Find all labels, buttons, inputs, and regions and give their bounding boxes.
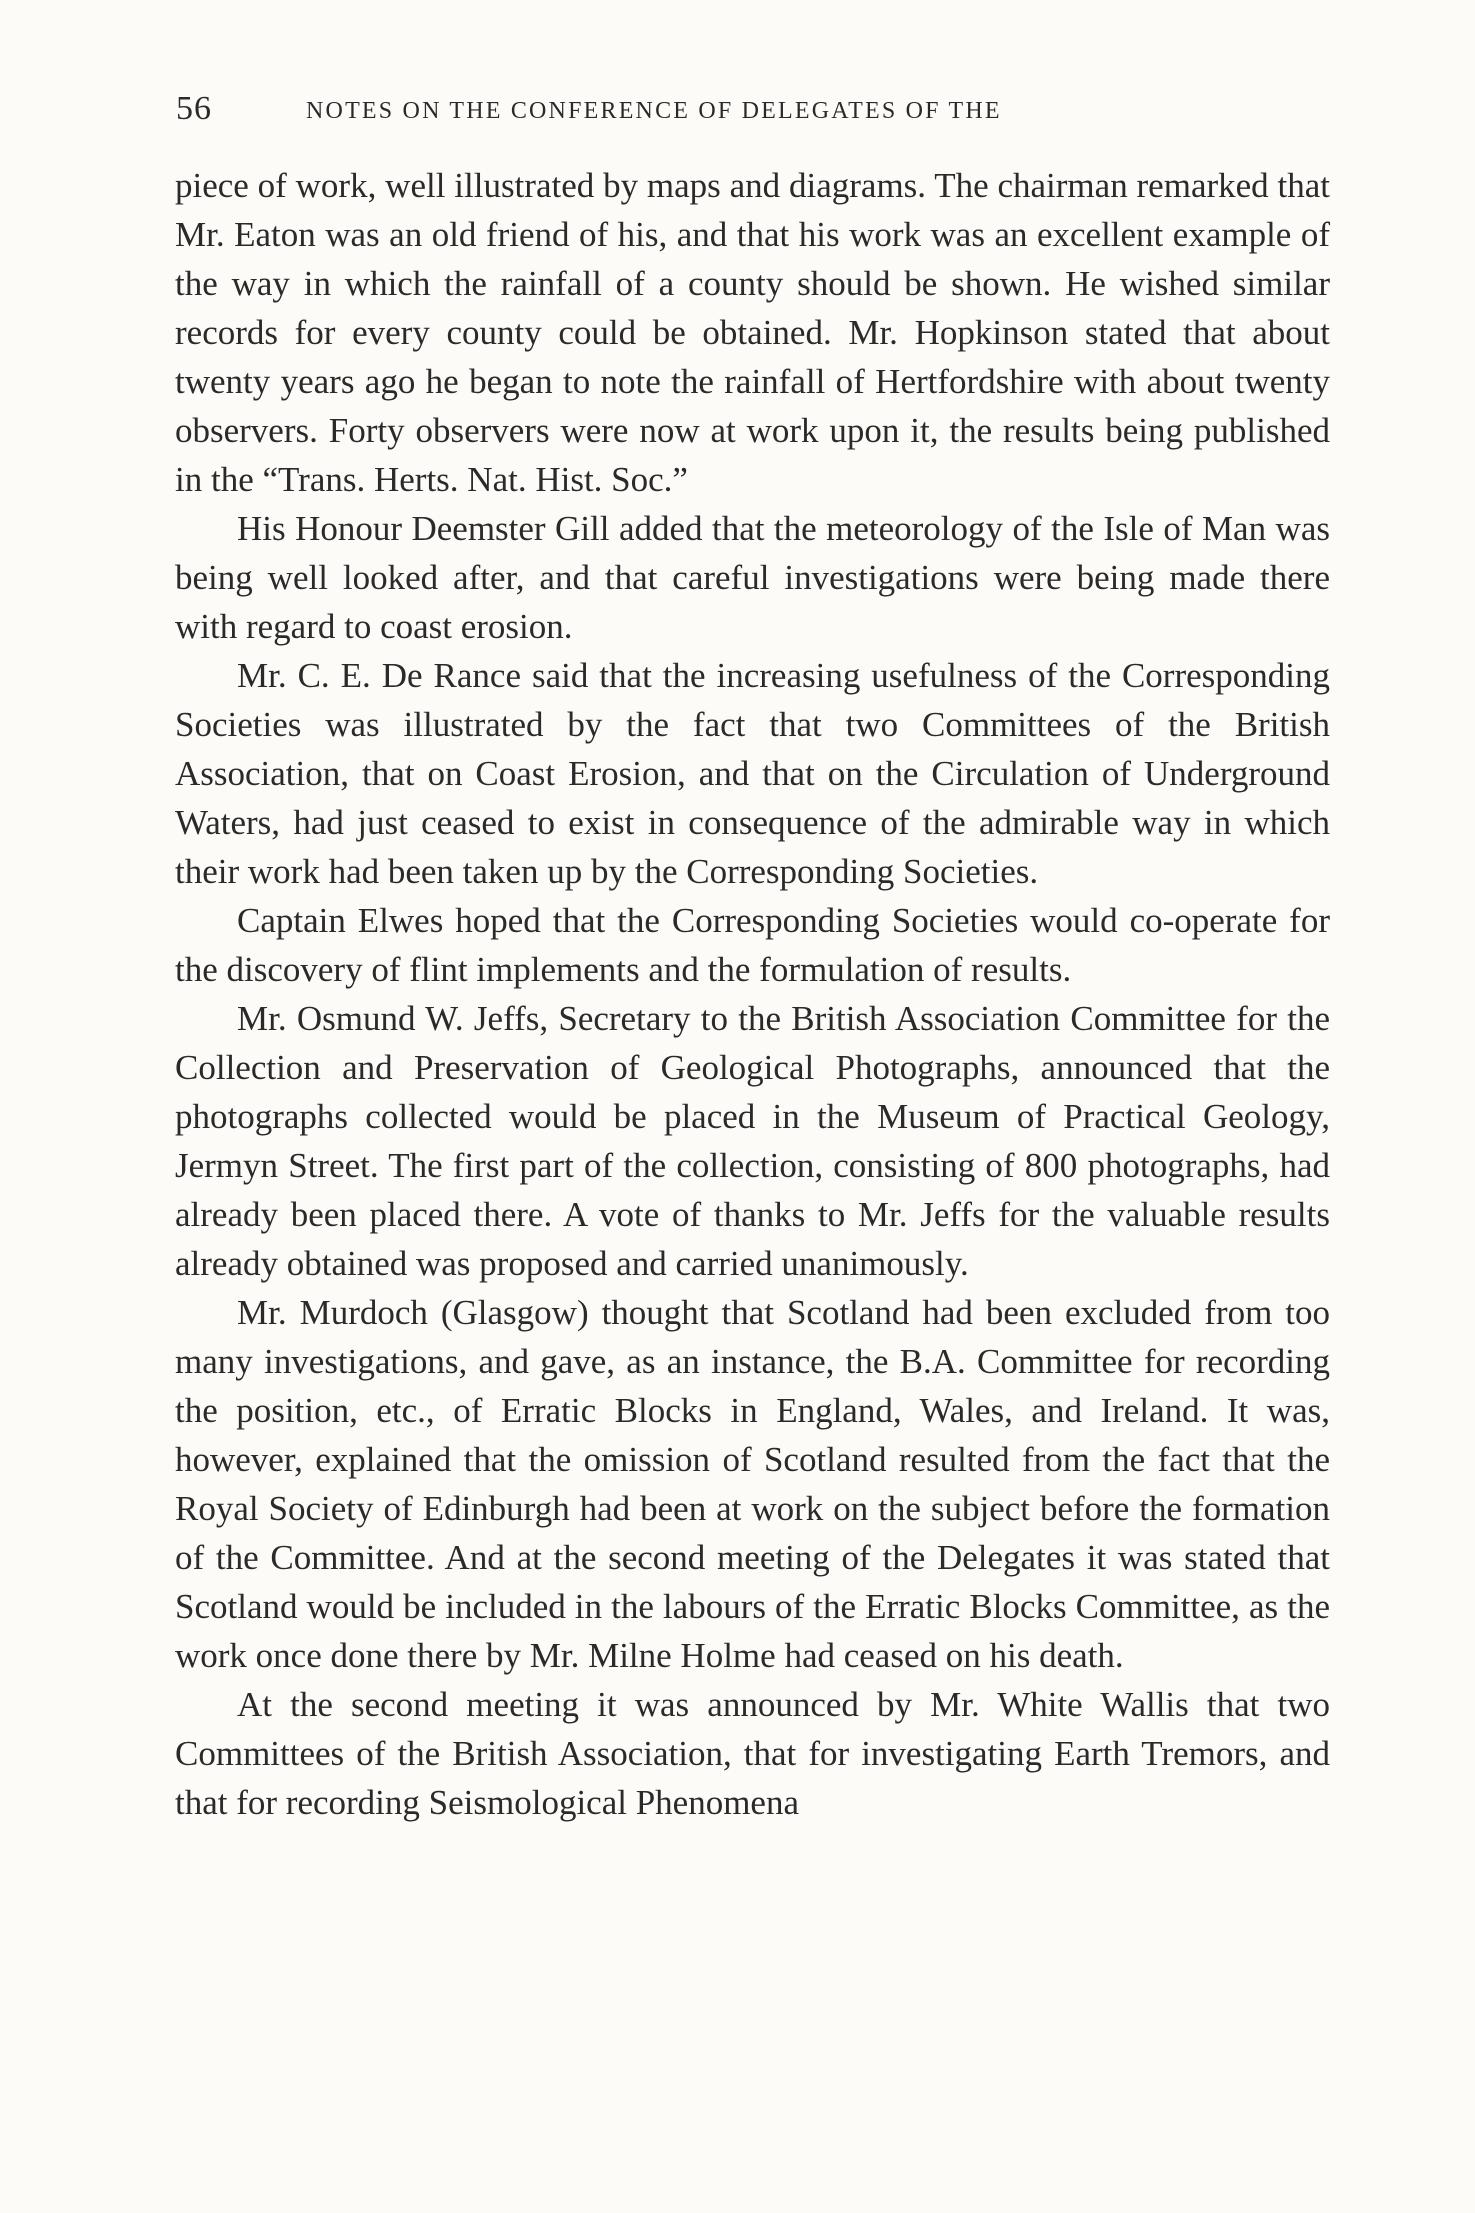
page-number: 56 <box>176 90 212 127</box>
paragraph-second-meeting: At the second meeting it was announced by Mr. White Wallis that two Committees of the British Association, that for investigating Earth Tremors, and that for recording Seismological Phenomena <box>175 1685 1330 1822</box>
paragraph-elwes: Captain Elwes hoped that the Corresponding Societies would co-operate for the discovery of flint implements and the formulation of results. <box>175 901 1330 989</box>
paragraph-jeffs: Mr. Osmund W. Jeffs, Secretary to the British Association Committee for the Collection and Preservation of Geological Photographs, announced that the photographs collected would be placed in the Museum of Practical Geology, Jermyn Street. The first part of the collection, consisting of 800 photographs, had already been placed there. A vote of thanks to Mr. Jeffs for the valuable results already obtained was proposed and carried unanimously. <box>175 999 1330 1283</box>
body-text <box>175 161 1330 1827</box>
running-head <box>176 84 1336 134</box>
paragraph-de-rance: Mr. C. E. De Rance said that the increasing usefulness of the Corresponding Societies was illustrated by the fact that two Committees of the British Association, that on Coast Erosion, and that on the Circulation of Underground Waters, had just ceased to exist in consequence of the admirable way in which their work had been taken up by the Corresponding Societies. <box>175 656 1330 891</box>
paragraph-murdoch: Mr. Murdoch (Glasgow) thought that Scotland had been excluded from too many investigations, and gave, as an instance, the B.A. Committee for recording the position, etc., of Erratic Blocks in England, Wales, and Ireland. It was, however, explained that the omission of Scotland resulted from the fact that the Royal Society of Edinburgh had been at work on the subject before the formation of the Committee. And at the second meeting of the Delegates it was stated that Scotland would be included in the labours of the Erratic Blocks Committee, as the work once done there by Mr. Milne Holme had ceased on his death. <box>175 1293 1330 1675</box>
paragraph-continuation: piece of work, well illustrated by maps and diagrams. The chairman remarked that Mr. Eaton was an old friend of his, and that his work was an excellent example of the way in which the rainfall of a county should be shown. He wished similar records for every county could be obtained. Mr. Hopkinson stated that about twenty years ago he began to note the rainfall of Hertfordshire with about twenty observers. Forty observers were now at work upon it, the results being published in the “Trans. Herts. Nat. Hist. Soc.” <box>175 166 1330 499</box>
running-title: NOTES ON THE CONFERENCE OF DELEGATES OF THE <box>306 98 1002 124</box>
paragraph-deemster-gill: His Honour Deemster Gill added that the meteorology of the Isle of Man was being well looked after, and that careful investigations were being made there with regard to coast erosion. <box>175 509 1330 646</box>
